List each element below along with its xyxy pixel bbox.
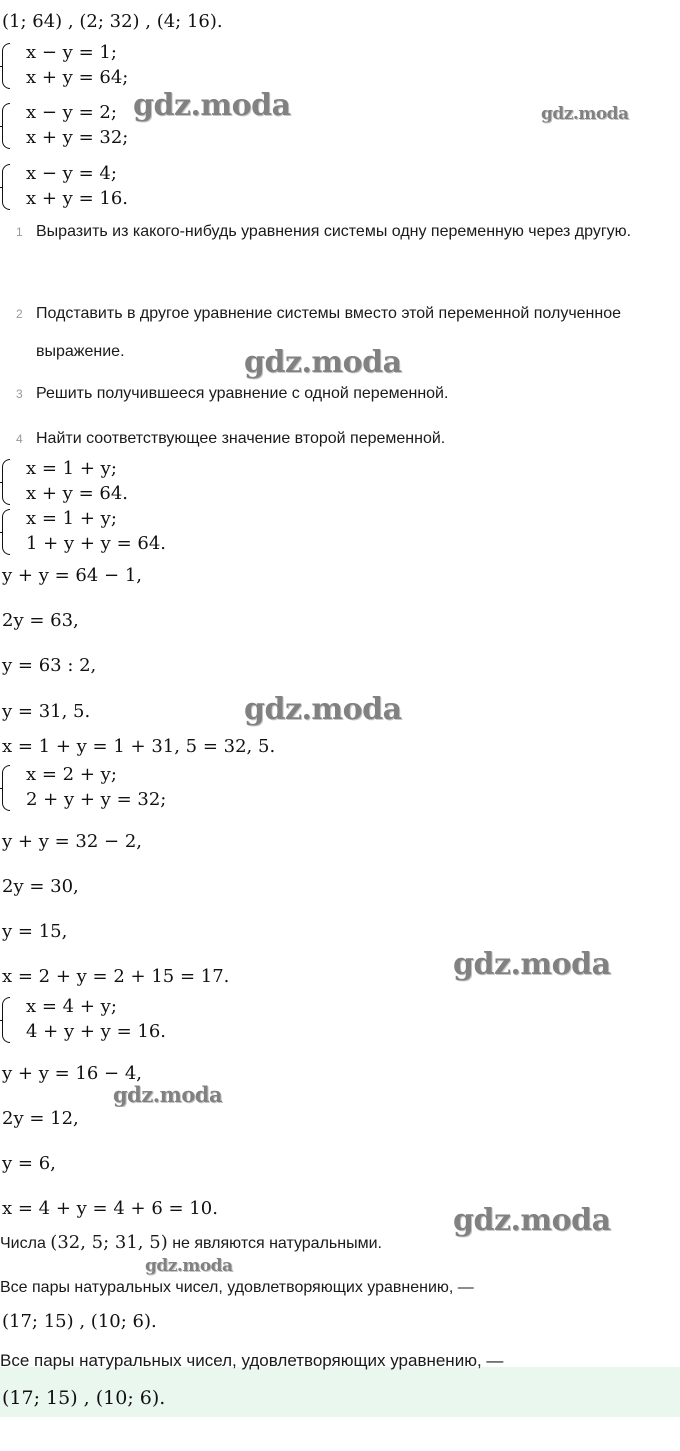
step-number: 2 — [16, 307, 23, 321]
note-prefix: Числа — [0, 1235, 46, 1252]
watermark-logo: gdz.moda — [453, 1203, 611, 1238]
watermark-logo: gdz.moda — [145, 1256, 233, 1276]
brace-icon — [2, 997, 10, 1043]
system-a-eq1: x = 1 + y; — [26, 458, 117, 479]
watermark-logo: gdz.moda — [244, 692, 402, 727]
pairs-line: (1; 64) , (2; 32) , (4; 16). — [2, 11, 223, 32]
conclusion-pairs: (17; 15) , (10; 6). — [2, 1311, 157, 1332]
solve-a-line-3: y = 63 : 2, — [2, 655, 97, 676]
step-text: Выразить из какого-нибудь уравнения системы одну переменную через другую. — [36, 223, 632, 240]
solve-c-line-2: 2y = 12, — [2, 1108, 79, 1129]
watermark-logo: gdz.moda — [453, 947, 611, 982]
solve-a-line-1: y + y = 64 − 1, — [2, 565, 142, 586]
conclusion-text: Все пары натуральных чисел, удовлетворяющих уравнению, — — [0, 1279, 474, 1296]
solve-c-line-1: y + y = 16 − 4, — [2, 1063, 142, 1084]
system-c-eq2: 4 + y + y = 16. — [26, 1021, 166, 1042]
step-number: 4 — [16, 432, 23, 446]
watermark-logo: gdz.moda — [133, 88, 291, 123]
solve-b-line-3: y = 15, — [2, 921, 68, 942]
solve-b-line-2: 2y = 30, — [2, 876, 79, 897]
solve-a-line-5: x = 1 + y = 1 + 31, 5 = 32, 5. — [2, 736, 276, 757]
watermark-logo: gdz.moda — [541, 104, 629, 124]
system-1-eq1: x − y = 1; — [26, 42, 117, 63]
note-suffix: не являются натуральными. — [172, 1235, 382, 1252]
brace-icon — [2, 459, 10, 505]
system-b-eq2: 2 + y + y = 32; — [26, 789, 167, 810]
brace-icon — [2, 164, 10, 210]
system-a-eq2: x + y = 64. — [26, 483, 128, 504]
solve-c-line-4: x = 4 + y = 4 + 6 = 10. — [2, 1198, 218, 1219]
system-b-eq1: x = 2 + y; — [26, 764, 117, 785]
step-number: 3 — [16, 387, 23, 401]
system-2-eq1: x − y = 2; — [26, 102, 117, 123]
step-text: Решить получившееся уравнение с одной переменной. — [36, 385, 449, 402]
answer-text: Все пары натуральных чисел, удовлетворяющих уравнению, — — [0, 1351, 504, 1370]
solve-c-line-3: y = 6, — [2, 1153, 56, 1174]
solve-a-line-2: 2y = 63, — [2, 610, 79, 631]
system-a-sub-eq2: 1 + y + y = 64. — [26, 533, 166, 554]
system-3-eq2: x + y = 16. — [26, 188, 128, 209]
step-number: 1 — [16, 225, 23, 239]
solve-b-line-1: y + y = 32 − 2, — [2, 831, 142, 852]
non-natural-note — [0, 1233, 382, 1254]
brace-icon — [2, 103, 10, 149]
solve-a-line-4: y = 31, 5. — [2, 701, 91, 722]
system-a-sub-eq1: x = 1 + y; — [26, 508, 117, 529]
system-c-eq1: x = 4 + y; — [26, 996, 117, 1017]
step-text: Найти соответствующее значение второй переменной. — [36, 430, 446, 447]
answer-pairs: (17; 15) , (10; 6). — [2, 1387, 166, 1409]
system-1-eq2: x + y = 64; — [26, 67, 129, 88]
step-text: Подставить в другое уравнение системы вместо этой переменной полученное выражение. — [36, 305, 622, 360]
solve-b-line-4: x = 2 + y = 2 + 15 = 17. — [2, 966, 230, 987]
brace-icon — [2, 765, 10, 811]
watermark-logo: gdz.moda — [113, 1082, 223, 1107]
watermark-logo: gdz.moda — [244, 345, 402, 380]
system-3-eq1: x − y = 4; — [26, 163, 117, 184]
brace-icon — [2, 43, 10, 89]
note-pair: (32, 5; 31, 5) — [50, 1232, 168, 1253]
system-2-eq2: x + y = 32; — [26, 127, 129, 148]
brace-icon — [2, 509, 10, 555]
